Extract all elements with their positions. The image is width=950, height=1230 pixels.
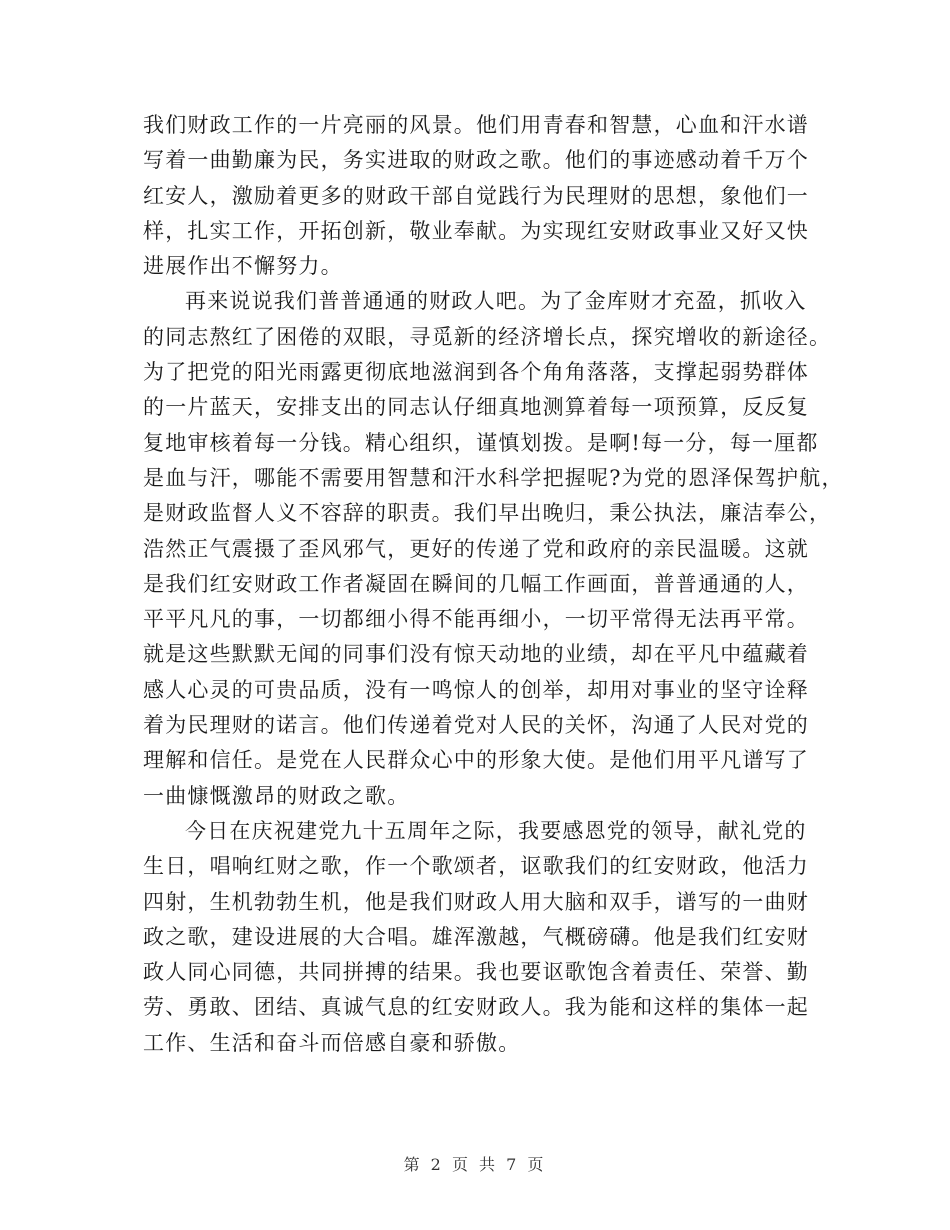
text-line: 着为民理财的诺言。他们传递着党对人民的关怀，沟通了人民对党的 <box>143 713 809 738</box>
text-line: 写着一曲勤廉为民，务实进取的财政之歌。他们的事迹感动着千万个 <box>143 148 809 173</box>
text-line: 浩然正气震摄了歪风邪气，更好的传递了党和政府的亲民温暖。这就 <box>143 536 809 561</box>
text-line: 政之歌，建设进展的大合唱。雄浑激越，气概磅礴。他是我们红安财 <box>143 924 809 949</box>
text-line: 我们财政工作的一片亮丽的风景。他们用青春和智慧，心血和汗水谱 <box>143 113 809 137</box>
text-line: 今日在庆祝建党九十五周年之际，我要感恩党的领导，献礼党的 <box>185 818 807 843</box>
text-line: 进展作出不懈努力。 <box>143 254 343 279</box>
text-line: 复地审核着每一分钱。精心组织，谨慎划拨。是啊!每一分，每一厘都 <box>143 430 819 455</box>
text-line: 平平凡凡的事，一切都细小得不能再细小，一切平常得无法再平常。 <box>143 607 809 632</box>
text-line: 就是这些默默无闻的同事们没有惊天动地的业绩，却在平凡中蕴藏着 <box>143 642 809 667</box>
text-line: 为了把党的阳光雨露更彻底地滋润到各个角角落落，支撑起弱势群体 <box>143 360 809 385</box>
text-line: 的同志熬红了困倦的双眼，寻觅新的经济增长点，探究增收的新途径。 <box>143 324 832 349</box>
text-line: 红安人，激励着更多的财政干部自觉践行为民理财的思想，象他们一 <box>143 183 809 208</box>
text-line: 一曲慷慨激昂的财政之歌。 <box>143 783 410 808</box>
text-line: 政人同心同德，共同拼搏的结果。我也要讴歌饱含着责任、荣誉、勤 <box>143 960 809 985</box>
text-line: 理解和信任。是党在人民群众心中的形象大使。是他们用平凡谱写了 <box>143 748 809 773</box>
text-line: 是血与汗，哪能不需要用智慧和汗水科学把握呢?为党的恩泽保驾护航， <box>143 465 844 490</box>
text-line: 是我们红安财政工作者凝固在瞬间的几幅工作画面，普普通通的人， <box>143 571 809 596</box>
text-line: 再来说说我们普普通通的财政人吧。为了金库财才充盈，抓收入 <box>185 289 807 314</box>
text-line: 四射，生机勃勃生机，他是我们财政人用大脑和双手，谱写的一曲财 <box>143 889 809 914</box>
text-line: 工作、生活和奋斗而倍感自豪和骄傲。 <box>143 1030 521 1055</box>
page-number-footer: 第 2 页 共 7 页 <box>403 1155 547 1174</box>
text-line: 生日，唱响红财之歌，作一个歌颂者，讴歌我们的红安财政，他活力 <box>143 854 809 879</box>
text-line: 感人心灵的可贵品质，没有一鸣惊人的创举，却用对事业的坚守诠释 <box>143 677 809 702</box>
text-line: 的一片蓝天，安排支出的同志认仔细真地测算着每一项预算，反反复 <box>143 395 809 420</box>
text-line: 是财政监督人义不容辞的职责。我们早出晚归，秉公执法，廉洁奉公， <box>143 501 832 526</box>
document-body <box>143 108 844 1061</box>
text-line: 样，扎实工作，开拓创新，敬业奉献。为实现红安财政事业又好又快 <box>143 218 809 243</box>
text-line: 劳、勇敢、团结、真诚气息的红安财政人。我为能和这样的集体一起 <box>143 995 809 1020</box>
